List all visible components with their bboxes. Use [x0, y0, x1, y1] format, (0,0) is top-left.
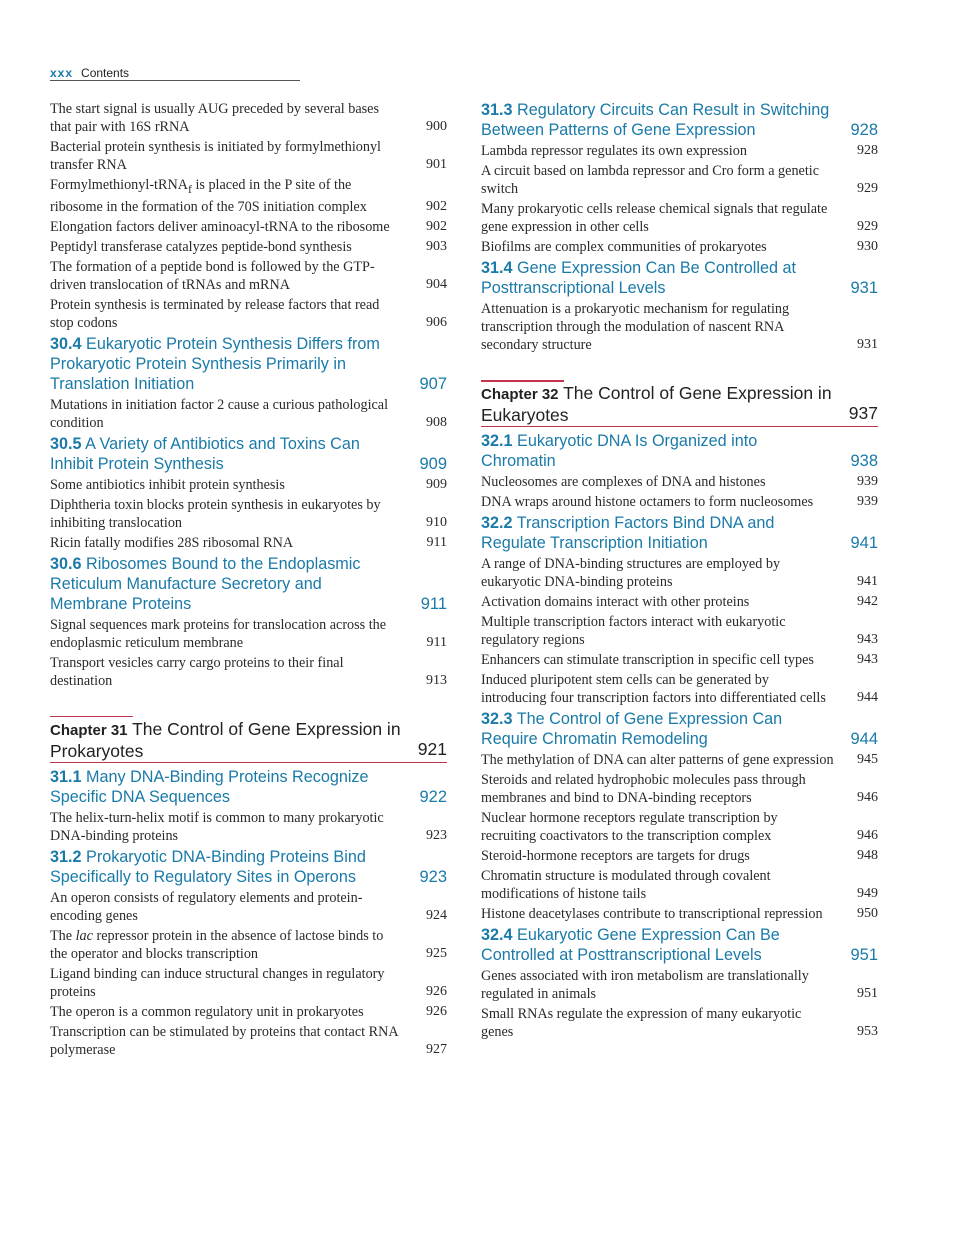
toc-entry-title: DNA wraps around histone octamers to form nucleosomes: [481, 494, 814, 510]
toc-entry-page: 950: [857, 906, 878, 921]
toc-entry[interactable]: [481, 905, 878, 923]
toc-entry-title: Many prokaryotic cells release chemical signals that regulate gene expression in other cells: [481, 201, 828, 235]
section-page: 907: [419, 374, 447, 393]
section-heading-31-4[interactable]: [481, 258, 878, 298]
section-number: 30.5: [50, 434, 82, 453]
toc-entry-title: Bacterial protein synthesis is initiated by formylmethionyl transfer RNA: [50, 139, 381, 173]
toc-entry-title: Lambda repressor regulates its own expression: [481, 143, 747, 159]
toc-entry-page: 930: [857, 239, 878, 254]
toc-entry[interactable]: [481, 967, 878, 1003]
toc-entry-title: Small RNAs regulate the expression of many eukaryotic genes: [481, 1006, 802, 1040]
toc-entry[interactable]: [50, 476, 447, 494]
chapter-page: 921: [417, 738, 447, 759]
toc-entry[interactable]: [50, 138, 447, 174]
toc-entry[interactable]: [481, 867, 878, 903]
toc-entry[interactable]: [481, 1005, 878, 1041]
toc-entry[interactable]: [481, 651, 878, 669]
section-title: Transcription Factors Bind DNA and Regulate Transcription Initiation: [481, 514, 775, 552]
chapter-rule: [50, 716, 133, 718]
toc-entry[interactable]: [50, 1023, 447, 1059]
section-page: 938: [850, 452, 878, 470]
toc-entry-page: 941: [857, 574, 878, 589]
toc-entry[interactable]: [50, 258, 447, 294]
toc-entry-title: The methylation of DNA can alter patterns of gene expression: [481, 752, 834, 768]
toc-entry[interactable]: [481, 473, 878, 491]
running-header-label: Contents: [81, 66, 130, 80]
toc-entry-page: 944: [857, 690, 878, 705]
toc-entry-page: 906: [426, 314, 447, 330]
toc-entry[interactable]: [481, 771, 878, 807]
toc-entry-group: [50, 100, 447, 332]
italic-term: lac: [75, 927, 93, 944]
chapter-heading-31[interactable]: [50, 716, 447, 763]
toc-entry-title: A range of DNA-binding structures are employed by eukaryotic DNA-binding proteins: [481, 556, 781, 590]
section-number: 31.3: [481, 101, 513, 119]
section-number: 30.6: [50, 554, 82, 573]
toc-entry-page: 943: [857, 632, 878, 647]
toc-entry-page: 927: [426, 1041, 447, 1057]
toc-entry-title: Activation domains interact with other proteins: [481, 594, 750, 610]
page-number-roman: xxx: [50, 66, 74, 80]
toc-column-left: [50, 100, 447, 1061]
section-number: 31.2: [50, 847, 82, 866]
toc-entry[interactable]: [50, 396, 447, 432]
toc-entry-page: 953: [857, 1024, 878, 1039]
toc-entry[interactable]: [50, 218, 447, 236]
section-heading-31-3[interactable]: [481, 100, 878, 140]
section-number: 32.1: [481, 432, 513, 450]
toc-entry[interactable]: [481, 809, 878, 845]
toc-entry-title: The start signal is usually AUG preceded by several bases that pair with 16S rRNA: [50, 101, 379, 135]
toc-entry-title: Formylmethionyl-tRNA: [50, 177, 188, 193]
toc-entry-page: 903: [426, 238, 447, 254]
toc-entry-title: The formation of a peptide bond is followed by the GTP-driven translocation of tRNAs and mRNA: [50, 258, 375, 293]
toc-entry-page: 926: [426, 1003, 447, 1019]
toc-entry-title: Elongation factors deliver aminoacyl-tRNA to the ribosome: [50, 218, 390, 235]
section-title: Eukaryotic Gene Expression Can Be Controlled at Posttranscriptional Levels: [481, 926, 780, 964]
section-page: 944: [850, 730, 878, 748]
section-title: Prokaryotic DNA-Binding Proteins Bind Specifically to Regulatory Sites in Operons: [50, 847, 366, 886]
toc-entry-page: 902: [426, 198, 447, 214]
section-title: Eukaryotic Protein Synthesis Differs from Prokaryotic Protein Synthesis Primarily in Translation Initiation: [50, 334, 380, 393]
section-heading-30-5[interactable]: [50, 434, 447, 474]
toc-entry-title-rest: repressor protein in the absence of lactose binds to the operator and blocks transcription: [50, 927, 384, 962]
toc-entry-title: Nuclear hormone receptors regulate transcription by recruiting coactivators to the transcription complex: [481, 810, 778, 844]
running-header: [50, 64, 300, 81]
section-title: Ribosomes Bound to the Endoplasmic Reticulum Manufacture Secretory and Membrane Proteins: [50, 554, 361, 613]
toc-entry-page: 931: [857, 337, 878, 352]
toc-entry-title: Ricin fatally modifies 28S ribosomal RNA: [50, 534, 294, 551]
toc-entry-title: Induced pluripotent stem cells can be generated by introducing four transcription factors into differentiated cells: [481, 672, 826, 706]
toc-entry-page: 939: [857, 494, 878, 509]
toc-entry[interactable]: [481, 493, 878, 511]
toc-entry-page: 928: [857, 143, 878, 158]
chapter-label: Chapter 32: [481, 386, 559, 403]
section-heading-30-6[interactable]: [50, 554, 447, 614]
toc-entry[interactable]: [481, 751, 878, 769]
toc-entry[interactable]: [50, 927, 447, 963]
section-page: 911: [420, 594, 447, 613]
toc-entry-title: Nucleosomes are complexes of DNA and histones: [481, 474, 766, 490]
toc-entry[interactable]: [481, 162, 878, 198]
section-heading-31-1[interactable]: [50, 767, 447, 807]
toc-entry-page: 908: [426, 414, 447, 430]
toc-entry-title: Ligand binding can induce structural changes in regulatory proteins: [50, 965, 385, 1000]
toc-entry-title: The helix-turn-helix motif is common to many prokaryotic DNA-binding proteins: [50, 809, 384, 844]
toc-column-right: [481, 100, 878, 1043]
toc-entry-title: Chromatin structure is modulated through covalent modifications of histone tails: [481, 868, 771, 902]
toc-entry[interactable]: [481, 593, 878, 611]
toc-entry[interactable]: [481, 555, 878, 591]
chapter-title: The Control of Gene Expression in Eukaryotes: [481, 383, 832, 425]
spacer: [50, 692, 447, 716]
section-number: 32.4: [481, 926, 513, 944]
toc-entry-title: Steroids and related hydrophobic molecules pass through membranes and bind to DNA-binding receptors: [481, 772, 806, 806]
section-page: 909: [419, 454, 447, 473]
toc-entry-page: 902: [426, 218, 447, 234]
toc-entry-page: 923: [426, 827, 447, 843]
toc-entry[interactable]: [481, 613, 878, 649]
toc-entry-page: 925: [426, 945, 447, 961]
toc-entry[interactable]: [50, 965, 447, 1001]
toc-entry-title: Some antibiotics inhibit protein synthesis: [50, 476, 285, 493]
section-title: Gene Expression Can Be Controlled at Posttranscriptional Levels: [481, 259, 796, 297]
toc-entry-title: Transcription can be stimulated by proteins that contact RNA polymerase: [50, 1023, 398, 1058]
toc-entry-title: The: [50, 927, 76, 944]
toc-entry-page: 910: [426, 514, 447, 530]
toc-entry-page: 911: [426, 534, 447, 550]
toc-entry-page: 942: [857, 594, 878, 609]
toc-entry[interactable]: [50, 496, 447, 532]
chapter-heading-32[interactable]: [481, 380, 878, 427]
section-title: Eukaryotic DNA Is Organized into Chromatin: [481, 432, 758, 470]
section-number: 31.4: [481, 259, 513, 277]
section-number: 32.2: [481, 514, 513, 532]
section-page: 928: [850, 121, 878, 139]
toc-entry-title: Biofilms are complex communities of prokaryotes: [481, 239, 767, 255]
chapter-page: 937: [848, 403, 878, 423]
toc-entry-page: 924: [426, 907, 447, 923]
section-page: 941: [850, 534, 878, 552]
toc-entry[interactable]: [50, 176, 447, 216]
toc-entry-page: 929: [857, 181, 878, 196]
toc-entry-page: 948: [857, 848, 878, 863]
toc-entry-title: Mutations in initiation factor 2 cause a curious pathological condition: [50, 396, 389, 431]
toc-entry-page: 946: [857, 790, 878, 805]
toc-entry[interactable]: [50, 296, 447, 332]
toc-entry-page: 939: [857, 474, 878, 489]
toc-entry-title: Protein synthesis is terminated by release factors that read stop codons: [50, 296, 380, 331]
toc-entry-title: Genes associated with iron metabolism are translationally regulated in animals: [481, 968, 809, 1002]
toc-entry[interactable]: [50, 889, 447, 925]
section-page: 923: [419, 867, 447, 886]
section-page: 922: [419, 787, 447, 806]
toc-entry[interactable]: [481, 300, 878, 354]
toc-entry-title: Signal sequences mark proteins for translocation across the endoplasmic reticulum membrane: [50, 616, 387, 651]
toc-entry[interactable]: [50, 100, 447, 136]
toc-entry[interactable]: [481, 238, 878, 256]
section-number: 30.4: [50, 334, 82, 353]
toc-entry[interactable]: [50, 654, 447, 690]
toc-entry-title: Steroid-hormone receptors are targets for drugs: [481, 848, 750, 864]
section-title: A Variety of Antibiotics and Toxins Can Inhibit Protein Synthesis: [50, 434, 360, 473]
toc-entry[interactable]: [481, 142, 878, 160]
toc-entry-page: 943: [857, 652, 878, 667]
toc-entry-page: 900: [426, 119, 447, 134]
toc-entry-title-rest: is placed in the P site of the ribosome in the formation of the 70S initiation complex: [50, 177, 367, 215]
section-heading-31-2[interactable]: [50, 847, 447, 887]
toc-entry-title: The operon is a common regulatory unit in prokaryotes: [50, 1003, 364, 1020]
section-title: Regulatory Circuits Can Result in Switching Between Patterns of Gene Expression: [481, 101, 830, 139]
toc-entry-page: 909: [426, 476, 447, 492]
toc-entry-page: 926: [426, 983, 447, 999]
toc-entry[interactable]: [50, 534, 447, 552]
toc-entry-title: Attenuation is a prokaryotic mechanism for regulating transcription through the modulation of nascent RNA secondary structure: [481, 301, 790, 353]
toc-entry-page: 913: [426, 672, 447, 688]
toc-entry-title: Histone deacetylases contribute to transcriptional repression: [481, 906, 823, 922]
section-number: 32.3: [481, 710, 513, 728]
section-heading-32-2[interactable]: [481, 513, 878, 553]
toc-entry-page: 911: [426, 634, 447, 650]
toc-entry-title: Multiple transcription factors interact with eukaryotic regulatory regions: [481, 614, 786, 648]
toc-entry-page: 901: [426, 157, 447, 172]
toc-entry-title: Peptidyl transferase catalyzes peptide-bond synthesis: [50, 238, 352, 255]
toc-entry-title: A circuit based on lambda repressor and Cro form a genetic switch: [481, 163, 820, 197]
section-page: 951: [850, 946, 878, 964]
toc-entry[interactable]: [50, 1003, 447, 1021]
toc-entry-page: 904: [426, 276, 447, 292]
section-heading-32-3[interactable]: [481, 709, 878, 749]
section-heading-32-1[interactable]: [481, 431, 878, 471]
subscript-f: f: [187, 181, 192, 196]
toc-entry[interactable]: [481, 847, 878, 865]
chapter-rule: [481, 380, 564, 382]
toc-entry[interactable]: [50, 809, 447, 845]
toc-entry-page: 949: [857, 886, 878, 901]
toc-entry-title: Transport vesicles carry cargo proteins to their final destination: [50, 654, 344, 689]
toc-entry[interactable]: [50, 616, 447, 652]
toc-entry-title: Enhancers can stimulate transcription in specific cell types: [481, 652, 814, 668]
section-heading-30-4[interactable]: [50, 334, 447, 394]
toc-entry-title: Diphtheria toxin blocks protein synthesis in eukaryotes by inhibiting translocation: [50, 496, 381, 531]
toc-entry[interactable]: [481, 200, 878, 236]
chapter-label: Chapter 31: [50, 721, 128, 739]
section-page: 931: [850, 279, 878, 297]
toc-entry-page: 945: [857, 752, 878, 767]
toc-entry-page: 946: [857, 828, 878, 843]
chapter-title: The Control of Gene Expression in Prokaryotes: [50, 718, 401, 761]
section-number: 31.1: [50, 767, 82, 786]
toc-entry-page: 929: [857, 219, 878, 234]
section-title: Many DNA-Binding Proteins Recognize Specific DNA Sequences: [50, 767, 369, 806]
toc-entry-title: An operon consists of regulatory elements and protein-encoding genes: [50, 889, 363, 924]
section-heading-32-4[interactable]: [481, 925, 878, 965]
toc-entry-page: 951: [857, 986, 878, 1001]
spacer: [481, 356, 878, 380]
section-title: The Control of Gene Expression Can Require Chromatin Remodeling: [481, 710, 783, 748]
toc-entry[interactable]: [50, 238, 447, 256]
toc-entry[interactable]: [481, 671, 878, 707]
